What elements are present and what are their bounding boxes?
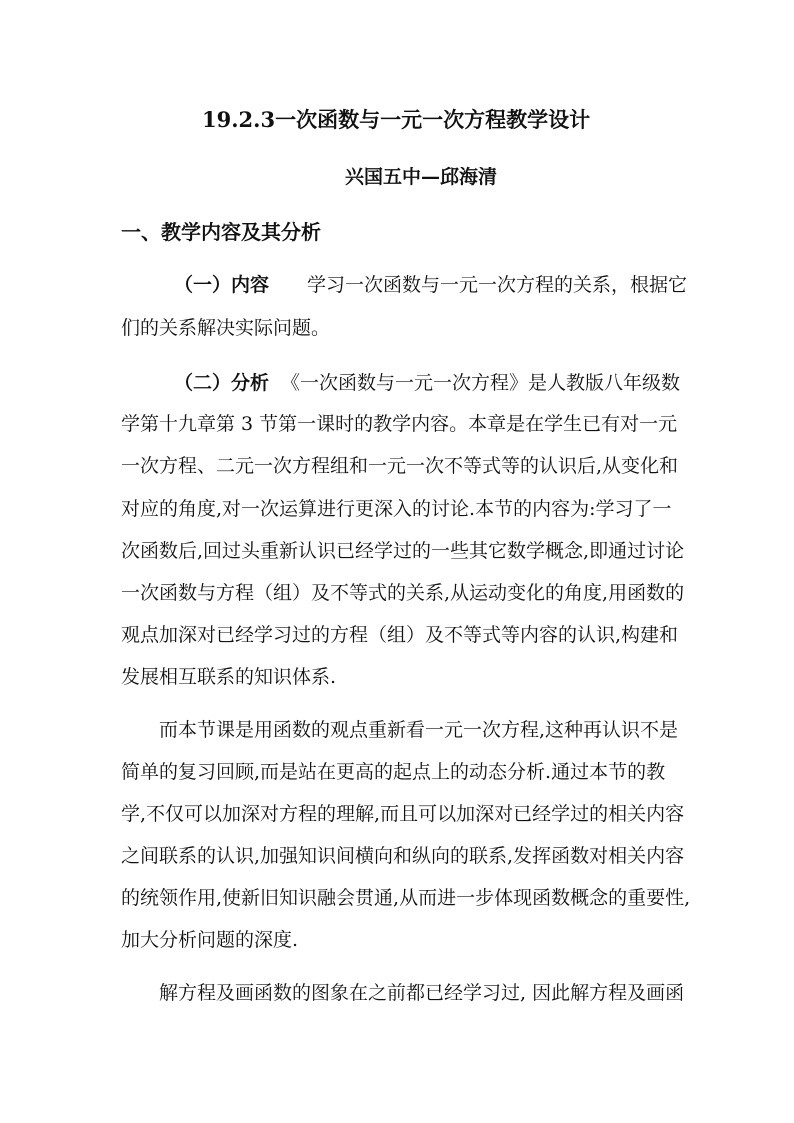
analysis-label: （二）分析 xyxy=(174,372,270,394)
analysis-paragraph-line: 一次函数与方程（组）及不等式的关系,从运动变化的角度,用函数的 xyxy=(121,582,685,604)
body-paragraph-line: 解方程及画函数的图象在之前都已经学习过, 因此解方程及画函 xyxy=(159,982,685,1004)
author-line: 兴国五中—邱海清 xyxy=(345,166,498,188)
document-title: 19.2.3一次函数与一元一次方程教学设计 xyxy=(202,107,591,132)
content-paragraph-line xyxy=(174,270,687,297)
body-paragraph-line: 简单的复习回顾,而是站在更高的起点上的动态分析.通过本节的教 xyxy=(121,761,666,783)
body-paragraph-line: 之间联系的认识,加强知识间横向和纵向的联系,发挥函数对相关内容 xyxy=(121,845,685,867)
body-paragraph-line: 学,不仅可以加深对方程的理解,而且可以加深对已经学过的相关内容 xyxy=(121,803,685,825)
body-paragraph-line: 而本节课是用函数的观点重新看一元一次方程,这种再认识不是 xyxy=(159,719,679,741)
content-label: （一）内容 xyxy=(174,274,270,296)
analysis-paragraph-line: 对应的角度,对一次运算进行更深入的讨论.本节的内容为:学习了一 xyxy=(121,498,672,520)
analysis-paragraph-line: 一次方程、二元一次方程组和一元一次不等式等的认识后,从变化和 xyxy=(121,455,679,477)
analysis-paragraph-line: 发展相互联系的知识体系. xyxy=(121,666,337,688)
analysis-paragraph-line: 观点加深对已经学习过的方程（组）及不等式等内容的认识,构建和 xyxy=(121,624,679,646)
body-paragraph-line: 的统领作用,使新旧知识融会贯通,从而进一步体现函数概念的重要性, xyxy=(121,887,691,909)
section-heading: 一、教学内容及其分析 xyxy=(121,220,321,244)
analysis-paragraph-line: 学第十九章第 3 节第一课时的教学内容。本章是在学生已有对一元 xyxy=(121,413,678,435)
content-paragraph-line: 们的关系解决实际问题。 xyxy=(121,317,331,339)
body-paragraph-line: 加大分析问题的深度. xyxy=(121,929,299,951)
analysis-text: 《一次函数与一元一次方程》是人教版八年级数 xyxy=(281,372,681,394)
analysis-paragraph-line: 次函数后,回过头重新认识已经学过的一些其它数学概念,即通过讨论 xyxy=(121,540,685,562)
content-text: 学习一次函数与一元一次方程的关系，根据它 xyxy=(307,274,688,296)
analysis-paragraph-line xyxy=(174,368,680,395)
